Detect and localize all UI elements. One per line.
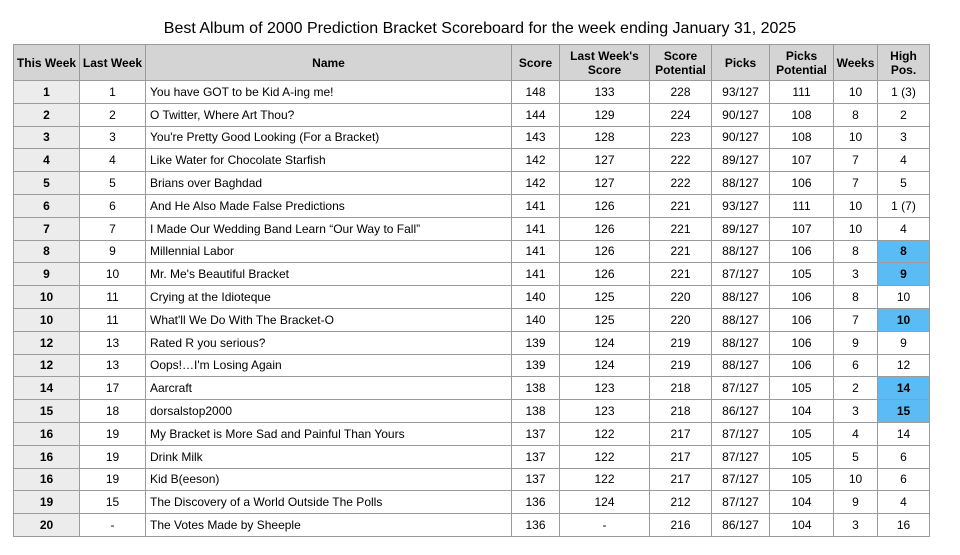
table-row	[14, 400, 930, 423]
cell-name: Rated R you serious?	[146, 331, 512, 354]
cell-last-week: 19	[80, 422, 146, 445]
cell-picks: 87/127	[712, 491, 770, 514]
cell-weeks: 8	[834, 103, 878, 126]
cell-last-week: 11	[80, 308, 146, 331]
header-picks: Picks	[712, 45, 770, 81]
cell-last-week: 6	[80, 194, 146, 217]
cell-weeks: 7	[834, 172, 878, 195]
table-row	[14, 126, 930, 149]
cell-picks-potential: 106	[770, 286, 834, 309]
cell-name: You have GOT to be Kid A-ing me!	[146, 81, 512, 104]
cell-picks: 87/127	[712, 445, 770, 468]
cell-name: Millennial Labor	[146, 240, 512, 263]
cell-last-week: 3	[80, 126, 146, 149]
cell-score: 144	[512, 103, 560, 126]
cell-score-potential: 218	[650, 400, 712, 423]
cell-picks: 88/127	[712, 286, 770, 309]
cell-picks: 88/127	[712, 240, 770, 263]
cell-last-week: 15	[80, 491, 146, 514]
cell-picks: 87/127	[712, 263, 770, 286]
cell-last-week-score: 127	[560, 149, 650, 172]
cell-this-week: 16	[14, 445, 80, 468]
table-row	[14, 81, 930, 104]
cell-picks-potential: 104	[770, 514, 834, 537]
cell-last-week-score: 128	[560, 126, 650, 149]
cell-score-potential: 218	[650, 377, 712, 400]
cell-this-week: 6	[14, 194, 80, 217]
cell-name: And He Also Made False Predictions	[146, 194, 512, 217]
cell-this-week: 7	[14, 217, 80, 240]
cell-weeks: 10	[834, 468, 878, 491]
cell-picks: 90/127	[712, 126, 770, 149]
cell-name: The Votes Made by Sheeple	[146, 514, 512, 537]
cell-name: dorsalstop2000	[146, 400, 512, 423]
cell-last-week-score: 122	[560, 445, 650, 468]
table-row	[14, 468, 930, 491]
cell-high-pos: 4	[878, 149, 930, 172]
cell-picks-potential: 106	[770, 240, 834, 263]
cell-picks-potential: 105	[770, 468, 834, 491]
cell-weeks: 8	[834, 286, 878, 309]
cell-picks-potential: 104	[770, 491, 834, 514]
cell-weeks: 5	[834, 445, 878, 468]
cell-picks: 86/127	[712, 400, 770, 423]
table-row	[14, 194, 930, 217]
table-row	[14, 514, 930, 537]
cell-score-potential: 217	[650, 445, 712, 468]
cell-picks: 90/127	[712, 103, 770, 126]
cell-high-pos: 6	[878, 468, 930, 491]
header-score-potential: Score Potential	[650, 45, 712, 81]
table-row	[14, 286, 930, 309]
cell-last-week-score: 122	[560, 468, 650, 491]
cell-picks: 93/127	[712, 81, 770, 104]
cell-picks-potential: 108	[770, 126, 834, 149]
cell-this-week: 20	[14, 514, 80, 537]
cell-last-week: 10	[80, 263, 146, 286]
cell-this-week: 19	[14, 491, 80, 514]
cell-score-potential: 220	[650, 308, 712, 331]
header-score: Score	[512, 45, 560, 81]
header-high-pos: High Pos.	[878, 45, 930, 81]
cell-score: 141	[512, 263, 560, 286]
cell-score-potential: 223	[650, 126, 712, 149]
cell-picks-potential: 105	[770, 445, 834, 468]
cell-score: 142	[512, 172, 560, 195]
cell-last-week-score: 126	[560, 263, 650, 286]
table-row	[14, 103, 930, 126]
cell-name: What'll We Do With The Bracket-O	[146, 308, 512, 331]
cell-last-week: 5	[80, 172, 146, 195]
cell-last-week-score: 129	[560, 103, 650, 126]
cell-this-week: 3	[14, 126, 80, 149]
table-row	[14, 354, 930, 377]
cell-weeks: 3	[834, 514, 878, 537]
cell-picks-potential: 105	[770, 422, 834, 445]
cell-last-week: 13	[80, 331, 146, 354]
cell-name: Crying at the Idioteque	[146, 286, 512, 309]
cell-name: You're Pretty Good Looking (For a Bracket)	[146, 126, 512, 149]
cell-weeks: 3	[834, 263, 878, 286]
cell-last-week-score: 123	[560, 377, 650, 400]
cell-last-week-score: 126	[560, 217, 650, 240]
cell-score-potential: 219	[650, 354, 712, 377]
cell-score-potential: 216	[650, 514, 712, 537]
cell-name: My Bracket is More Sad and Painful Than Yours	[146, 422, 512, 445]
cell-weeks: 10	[834, 217, 878, 240]
cell-high-pos: 4	[878, 491, 930, 514]
cell-score: 142	[512, 149, 560, 172]
cell-weeks: 6	[834, 354, 878, 377]
cell-this-week: 8	[14, 240, 80, 263]
cell-last-week: -	[80, 514, 146, 537]
cell-high-pos: 9	[878, 331, 930, 354]
table-row	[14, 445, 930, 468]
cell-last-week-score: 122	[560, 422, 650, 445]
cell-last-week-score: 126	[560, 240, 650, 263]
cell-picks: 87/127	[712, 422, 770, 445]
cell-high-pos: 9	[878, 263, 930, 286]
cell-score: 137	[512, 468, 560, 491]
cell-picks-potential: 105	[770, 377, 834, 400]
cell-this-week: 4	[14, 149, 80, 172]
cell-score: 140	[512, 286, 560, 309]
cell-high-pos: 10	[878, 308, 930, 331]
cell-picks-potential: 106	[770, 308, 834, 331]
cell-score-potential: 221	[650, 217, 712, 240]
cell-score-potential: 221	[650, 263, 712, 286]
cell-this-week: 10	[14, 308, 80, 331]
cell-last-week-score: -	[560, 514, 650, 537]
cell-last-week: 19	[80, 468, 146, 491]
table-row	[14, 217, 930, 240]
cell-last-week: 18	[80, 400, 146, 423]
cell-picks-potential: 111	[770, 194, 834, 217]
header-last-week: Last Week	[80, 45, 146, 81]
cell-high-pos: 10	[878, 286, 930, 309]
cell-weeks: 2	[834, 377, 878, 400]
cell-score: 138	[512, 377, 560, 400]
cell-name: Aarcraft	[146, 377, 512, 400]
cell-score: 141	[512, 194, 560, 217]
cell-picks: 87/127	[712, 377, 770, 400]
cell-picks-potential: 108	[770, 103, 834, 126]
cell-weeks: 9	[834, 491, 878, 514]
table-row	[14, 263, 930, 286]
cell-this-week: 5	[14, 172, 80, 195]
cell-last-week: 2	[80, 103, 146, 126]
cell-picks-potential: 107	[770, 217, 834, 240]
cell-picks-potential: 107	[770, 149, 834, 172]
cell-last-week: 7	[80, 217, 146, 240]
cell-last-week: 9	[80, 240, 146, 263]
cell-name: Kid B(eeson)	[146, 468, 512, 491]
cell-weeks: 3	[834, 400, 878, 423]
cell-weeks: 8	[834, 240, 878, 263]
cell-this-week: 9	[14, 263, 80, 286]
table-body	[14, 81, 930, 537]
cell-score-potential: 221	[650, 194, 712, 217]
cell-picks: 89/127	[712, 149, 770, 172]
cell-picks-potential: 111	[770, 81, 834, 104]
table-row	[14, 422, 930, 445]
cell-high-pos: 15	[878, 400, 930, 423]
cell-score: 136	[512, 491, 560, 514]
header-last-week-score: Last Week's Score	[560, 45, 650, 81]
header-row	[14, 45, 930, 81]
table-row	[14, 331, 930, 354]
table-row	[14, 377, 930, 400]
cell-score: 138	[512, 400, 560, 423]
table-row	[14, 240, 930, 263]
cell-high-pos: 1 (7)	[878, 194, 930, 217]
cell-name: Brians over Baghdad	[146, 172, 512, 195]
cell-weeks: 9	[834, 331, 878, 354]
cell-score-potential: 222	[650, 149, 712, 172]
cell-high-pos: 8	[878, 240, 930, 263]
cell-picks: 89/127	[712, 217, 770, 240]
cell-score-potential: 221	[650, 240, 712, 263]
cell-picks: 88/127	[712, 172, 770, 195]
cell-name: The Discovery of a World Outside The Polls	[146, 491, 512, 514]
cell-picks-potential: 106	[770, 354, 834, 377]
cell-last-week-score: 124	[560, 354, 650, 377]
cell-this-week: 12	[14, 354, 80, 377]
cell-high-pos: 3	[878, 126, 930, 149]
cell-high-pos: 16	[878, 514, 930, 537]
cell-picks: 93/127	[712, 194, 770, 217]
cell-score-potential: 228	[650, 81, 712, 104]
header-name: Name	[146, 45, 512, 81]
cell-this-week: 16	[14, 468, 80, 491]
cell-last-week-score: 133	[560, 81, 650, 104]
cell-score: 137	[512, 445, 560, 468]
cell-high-pos: 5	[878, 172, 930, 195]
scoreboard-table	[13, 44, 930, 537]
cell-high-pos: 12	[878, 354, 930, 377]
cell-high-pos: 4	[878, 217, 930, 240]
cell-picks: 88/127	[712, 331, 770, 354]
cell-this-week: 14	[14, 377, 80, 400]
cell-score: 140	[512, 308, 560, 331]
cell-name: I Made Our Wedding Band Learn “Our Way to Fall”	[146, 217, 512, 240]
cell-last-week: 17	[80, 377, 146, 400]
cell-weeks: 10	[834, 194, 878, 217]
cell-score: 136	[512, 514, 560, 537]
cell-last-week: 19	[80, 445, 146, 468]
cell-picks: 88/127	[712, 308, 770, 331]
cell-weeks: 7	[834, 308, 878, 331]
cell-high-pos: 14	[878, 422, 930, 445]
cell-last-week-score: 124	[560, 331, 650, 354]
cell-score: 139	[512, 354, 560, 377]
cell-score: 141	[512, 217, 560, 240]
cell-picks-potential: 105	[770, 263, 834, 286]
cell-picks: 88/127	[712, 354, 770, 377]
cell-score: 143	[512, 126, 560, 149]
cell-score: 141	[512, 240, 560, 263]
cell-score-potential: 224	[650, 103, 712, 126]
cell-name: Drink Milk	[146, 445, 512, 468]
cell-picks-potential: 106	[770, 331, 834, 354]
cell-picks-potential: 106	[770, 172, 834, 195]
page-title: Best Album of 2000 Prediction Bracket Scoreboard for the week ending January 31, 2025	[163, 20, 797, 37]
cell-high-pos: 6	[878, 445, 930, 468]
cell-name: Mr. Me's Beautiful Bracket	[146, 263, 512, 286]
cell-picks-potential: 104	[770, 400, 834, 423]
cell-last-week-score: 125	[560, 286, 650, 309]
cell-high-pos: 2	[878, 103, 930, 126]
table-row	[14, 308, 930, 331]
cell-name: Oops!…I'm Losing Again	[146, 354, 512, 377]
header-weeks: Weeks	[834, 45, 878, 81]
cell-last-week-score: 125	[560, 308, 650, 331]
cell-score-potential: 212	[650, 491, 712, 514]
cell-score-potential: 219	[650, 331, 712, 354]
cell-last-week-score: 123	[560, 400, 650, 423]
cell-high-pos: 1 (3)	[878, 81, 930, 104]
cell-this-week: 15	[14, 400, 80, 423]
table-row	[14, 491, 930, 514]
cell-last-week: 13	[80, 354, 146, 377]
cell-this-week: 10	[14, 286, 80, 309]
cell-last-week: 1	[80, 81, 146, 104]
table-row	[14, 172, 930, 195]
cell-weeks: 10	[834, 81, 878, 104]
cell-last-week-score: 124	[560, 491, 650, 514]
cell-this-week: 16	[14, 422, 80, 445]
cell-score-potential: 217	[650, 422, 712, 445]
cell-picks: 86/127	[712, 514, 770, 537]
cell-last-week: 11	[80, 286, 146, 309]
cell-weeks: 10	[834, 126, 878, 149]
cell-score-potential: 220	[650, 286, 712, 309]
cell-weeks: 4	[834, 422, 878, 445]
header-this-week: This Week	[14, 45, 80, 81]
cell-score: 137	[512, 422, 560, 445]
cell-weeks: 7	[834, 149, 878, 172]
cell-name: Like Water for Chocolate Starfish	[146, 149, 512, 172]
cell-score: 148	[512, 81, 560, 104]
cell-this-week: 1	[14, 81, 80, 104]
cell-last-week-score: 127	[560, 172, 650, 195]
cell-score: 139	[512, 331, 560, 354]
cell-name: O Twitter, Where Art Thou?	[146, 103, 512, 126]
cell-score-potential: 222	[650, 172, 712, 195]
cell-high-pos: 14	[878, 377, 930, 400]
cell-this-week: 12	[14, 331, 80, 354]
cell-last-week: 4	[80, 149, 146, 172]
cell-last-week-score: 126	[560, 194, 650, 217]
cell-score-potential: 217	[650, 468, 712, 491]
header-picks-potential: Picks Potential	[770, 45, 834, 81]
table-row	[14, 149, 930, 172]
cell-this-week: 2	[14, 103, 80, 126]
cell-picks: 87/127	[712, 468, 770, 491]
